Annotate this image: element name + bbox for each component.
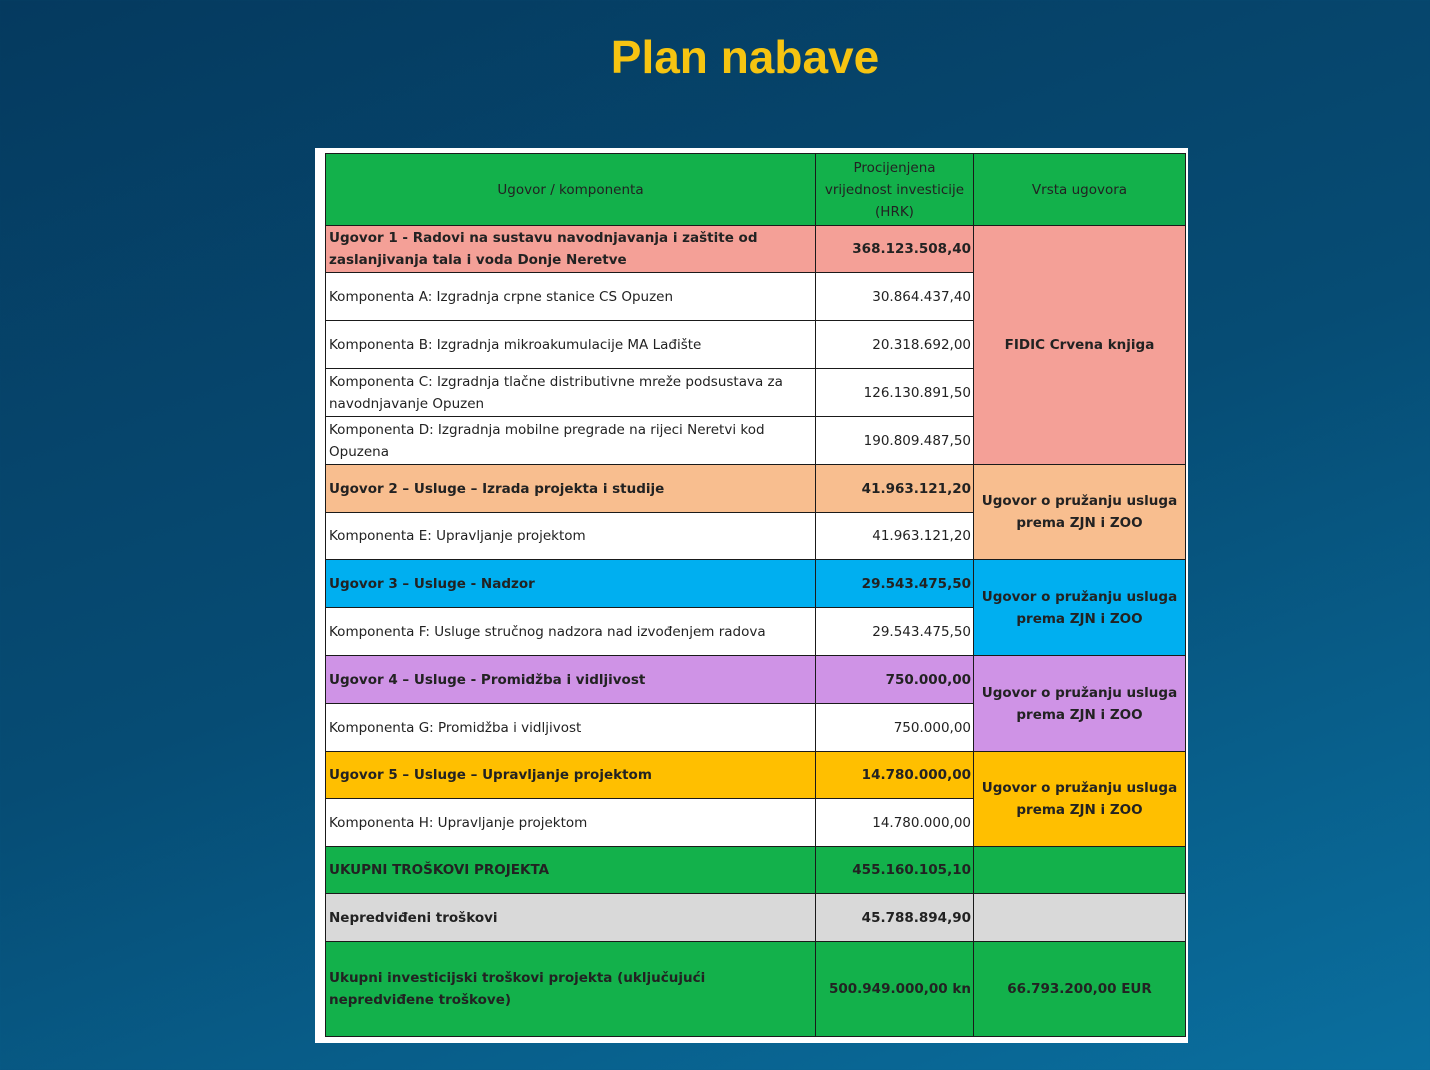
contract-label: Ugovor 3 – Usluge - Nadzor bbox=[326, 560, 816, 608]
component-label: Komponenta C: Izgradnja tlačne distributivne mreže podsustava za navodnjavanje Opuzen bbox=[326, 369, 816, 417]
grand-total-row bbox=[326, 942, 1186, 1037]
component-label: Komponenta E: Upravljanje projektom bbox=[326, 513, 816, 560]
procurement-table bbox=[325, 153, 1186, 1037]
total-row bbox=[326, 847, 1186, 894]
contingency-label: Nepredviđeni troškovi bbox=[326, 894, 816, 942]
component-label: Komponenta H: Upravljanje projektom bbox=[326, 799, 816, 847]
contract-value: 14.780.000,00 bbox=[816, 752, 974, 799]
component-value: 29.543.475,50 bbox=[816, 608, 974, 656]
contract-label: Ugovor 4 – Usluge - Promidžba i vidljivost bbox=[326, 656, 816, 704]
component-value: 41.963.121,20 bbox=[816, 513, 974, 560]
total-label: UKUPNI TROŠKOVI PROJEKTA bbox=[326, 847, 816, 894]
header-value: Procijenjena vrijednost investicije (HRK) bbox=[816, 154, 974, 226]
contract-value: 29.543.475,50 bbox=[816, 560, 974, 608]
contract-type: Ugovor o pružanju usluga prema ZJN i ZOO bbox=[974, 560, 1186, 656]
table-header-row bbox=[326, 154, 1186, 226]
contract-row bbox=[326, 752, 1186, 799]
contract-type: FIDIC Crvena knjiga bbox=[974, 226, 1186, 465]
component-label: Komponenta G: Promidžba i vidljivost bbox=[326, 704, 816, 752]
component-value: 20.318.692,00 bbox=[816, 321, 974, 369]
contract-label: Ugovor 5 – Usluge – Upravljanje projektom bbox=[326, 752, 816, 799]
component-value: 14.780.000,00 bbox=[816, 799, 974, 847]
contract-type: Ugovor o pružanju usluga prema ZJN i ZOO bbox=[974, 656, 1186, 752]
contingency-value: 45.788.894,90 bbox=[816, 894, 974, 942]
contract-value: 41.963.121,20 bbox=[816, 465, 974, 513]
component-label: Komponenta F: Usluge stručnog nadzora nad izvođenjem radova bbox=[326, 608, 816, 656]
contract-label: Ugovor 1 - Radovi na sustavu navodnjavanja i zaštite od zaslanjivanja tala i voda Donje Neretve bbox=[326, 226, 816, 273]
contract-type: Ugovor o pružanju usluga prema ZJN i ZOO bbox=[974, 465, 1186, 560]
contract-type: Ugovor o pružanju usluga prema ZJN i ZOO bbox=[974, 752, 1186, 847]
component-value: 126.130.891,50 bbox=[816, 369, 974, 417]
grand-total-value: 500.949.000,00 kn bbox=[816, 942, 974, 1037]
header-contract: Ugovor / komponenta bbox=[326, 154, 816, 226]
grand-total-eur: 66.793.200,00 EUR bbox=[974, 942, 1186, 1037]
contract-row bbox=[326, 560, 1186, 608]
contract-value: 750.000,00 bbox=[816, 656, 974, 704]
total-value: 455.160.105,10 bbox=[816, 847, 974, 894]
contract-value: 368.123.508,40 bbox=[816, 226, 974, 273]
component-label: Komponenta D: Izgradnja mobilne pregrade na rijeci Neretvi kod Opuzena bbox=[326, 417, 816, 465]
total-type bbox=[974, 847, 1186, 894]
contract-label: Ugovor 2 – Usluge – Izrada projekta i studije bbox=[326, 465, 816, 513]
contingency-type bbox=[974, 894, 1186, 942]
grand-total-label: Ukupni investicijski troškovi projekta (uključujući nepredviđene troškove) bbox=[326, 942, 816, 1037]
contract-row bbox=[326, 465, 1186, 513]
component-value: 30.864.437,40 bbox=[816, 273, 974, 321]
contract-row bbox=[326, 656, 1186, 704]
header-type: Vrsta ugovora bbox=[974, 154, 1186, 226]
page-title: Plan nabave bbox=[610, 31, 880, 83]
component-value: 190.809.487,50 bbox=[816, 417, 974, 465]
component-value: 750.000,00 bbox=[816, 704, 974, 752]
contingency-row bbox=[326, 894, 1186, 942]
procurement-plan-sheet bbox=[315, 148, 1188, 1043]
component-label: Komponenta A: Izgradnja crpne stanice CS Opuzen bbox=[326, 273, 816, 321]
component-label: Komponenta B: Izgradnja mikroakumulacije MA Lađište bbox=[326, 321, 816, 369]
contract-row bbox=[326, 226, 1186, 273]
